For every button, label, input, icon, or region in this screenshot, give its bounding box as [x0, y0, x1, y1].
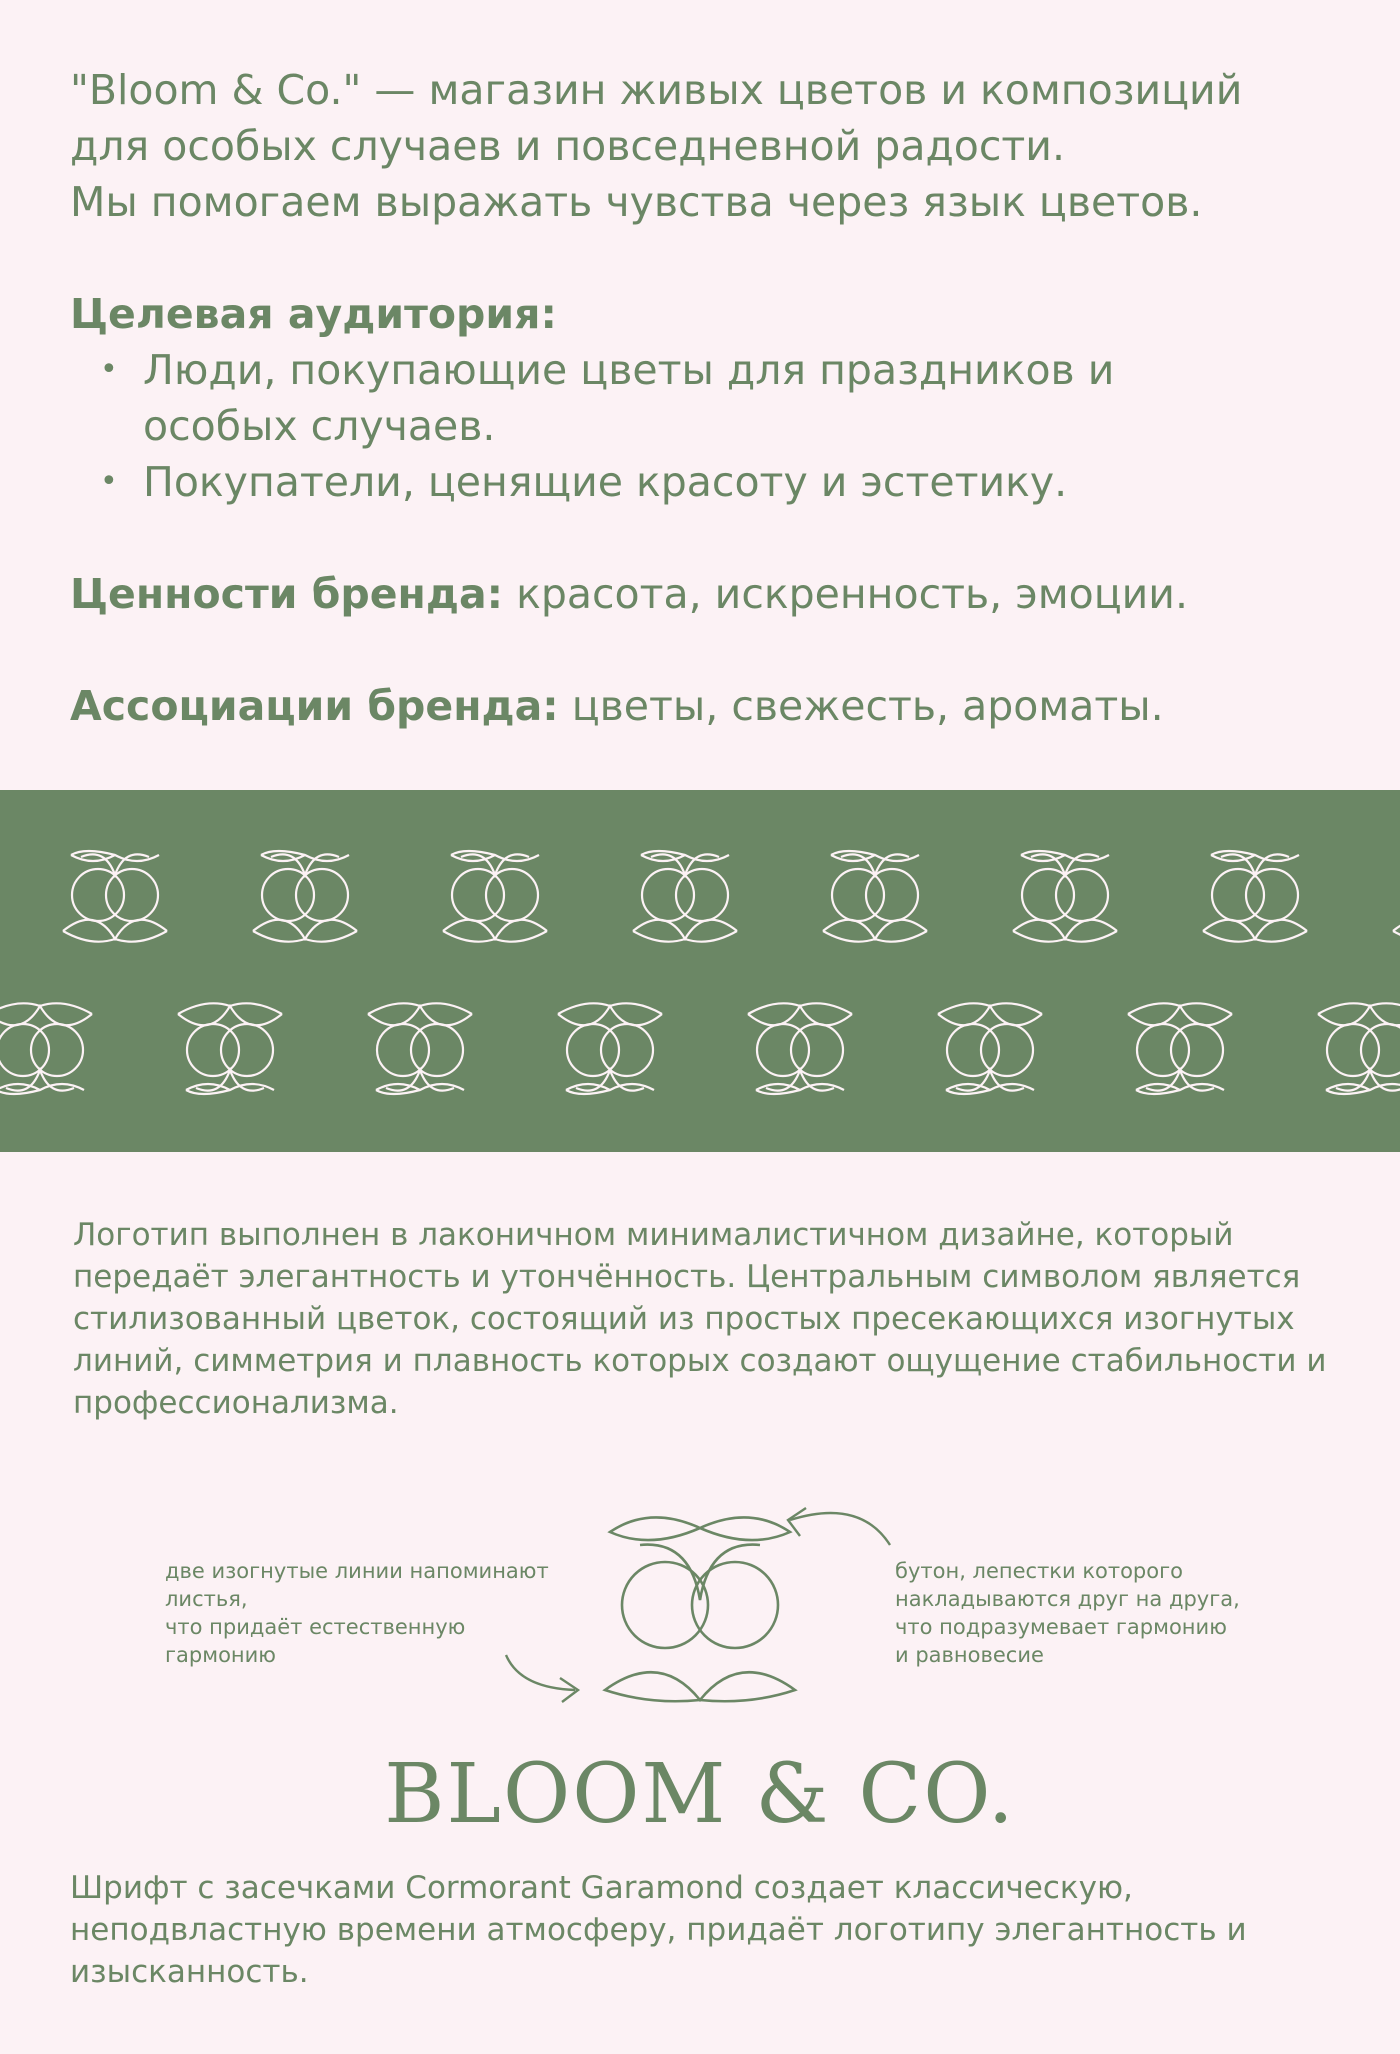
- audience-item-2: Покупатели, ценящие красоту и эстетику.: [143, 458, 1068, 506]
- pattern-flower-icon: [1128, 1003, 1232, 1094]
- annotation-right: бутон, лепестки которого накладываются друг на друга, что подразумевает гармонию и равновесие: [895, 1559, 1240, 1667]
- pattern-flower-icon: [1203, 851, 1307, 942]
- associations-text: цветы, свежесть, ароматы.: [558, 682, 1164, 730]
- pattern-band: [0, 790, 1400, 1152]
- flower-logo-icon: [605, 1517, 795, 1701]
- audience-list: [70, 342, 1370, 510]
- values-label: Ценности бренда:: [70, 570, 504, 618]
- pattern-flower-icon: [938, 1003, 1042, 1094]
- pattern-flower-icon: [633, 851, 737, 942]
- values-text: красота, искренность, эмоции.: [503, 570, 1188, 618]
- annotation-left: две изогнутые линии напоминают листья, что придаёт естественную гармонию: [165, 1559, 549, 1667]
- pattern-flower-icon: [1318, 1003, 1400, 1094]
- pattern-flower-icon: [748, 1003, 852, 1094]
- pattern-flower-icon: [178, 1003, 282, 1094]
- brand-wordmark: BLOOM & CO.: [384, 1747, 1016, 1842]
- intro-line-3: Мы помогаем выражать чувства через язык цветов.: [70, 178, 1203, 226]
- audience-item-1: Люди, покупающие цветы для праздников и особых случаев.: [143, 346, 1115, 450]
- list-item: [70, 342, 1370, 454]
- values-line: [70, 566, 1370, 622]
- pattern-flower-icon: [1013, 851, 1117, 942]
- pattern-flower-icon: [368, 1003, 472, 1094]
- intro-line-2: для особых случаев и повседневной радости.: [70, 122, 1065, 170]
- pattern-flower-icon: [253, 851, 357, 942]
- pattern-flower-icon: [0, 1003, 92, 1094]
- pattern-flower-icon: [1393, 851, 1400, 942]
- intro-line-1: "Bloom & Co." — магазин живых цветов и композиций: [70, 66, 1243, 114]
- associations-label: Ассоциации бренда:: [70, 682, 559, 730]
- flower-pattern-icon: [0, 790, 1400, 1152]
- associations-line: [70, 678, 1370, 734]
- pattern-flower-icon: [63, 851, 167, 942]
- font-description: Шрифт с засечками Cormorant Garamond создает классическую, неподвластную времени атмосферу, придаёт логотипу элегантность и изысканность.: [70, 1870, 1247, 1990]
- pattern-flower-icon: [558, 1003, 662, 1094]
- pattern-flower-icon: [823, 851, 927, 942]
- bullet-icon: •: [100, 464, 118, 499]
- audience-title: Целевая аудитория:: [70, 290, 557, 338]
- logo-description: Логотип выполнен в лаконичном минималистичном дизайне, который передаёт элегантность и утончённость. Центральным символом является стилизованный цветок, состоящий из простых пресекающихся изогнутых линий, симметрия и плавность которых создают ощущение стабильности и профессионализма.: [73, 1217, 1327, 1421]
- bullet-icon: •: [100, 352, 118, 387]
- intro-section: [70, 62, 1370, 734]
- pattern-flower-icon: [443, 851, 547, 942]
- list-item: [70, 454, 1370, 510]
